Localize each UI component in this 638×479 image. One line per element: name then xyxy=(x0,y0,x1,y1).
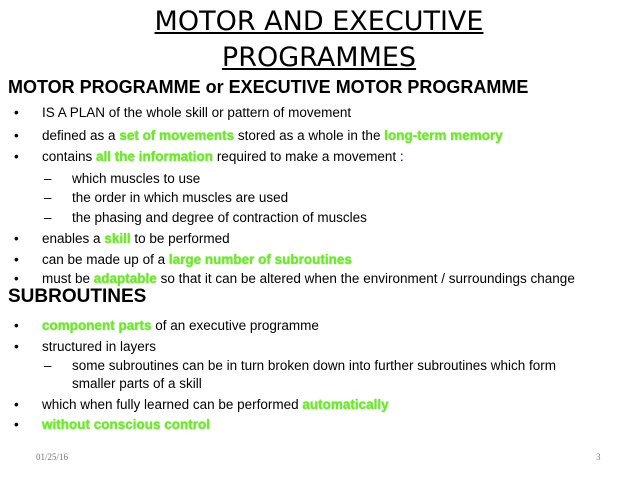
highlight-all-the-information: all the information xyxy=(96,149,214,164)
highlight-long-term-memory: long-term memory xyxy=(384,128,503,143)
bullet-marker: • xyxy=(14,149,19,164)
bullet-plan: IS A PLAN of the whole skill or pattern of movement xyxy=(42,105,352,120)
slide-title-line-2: PROGRAMMES xyxy=(221,42,417,73)
highlight-adaptable: adaptable xyxy=(93,271,157,286)
sub-item-phasing: the phasing and degree of contraction of muscles xyxy=(72,210,367,225)
dash-marker: – xyxy=(44,358,52,373)
dash-marker: – xyxy=(44,171,52,186)
bullet-enables-text-a: enables a xyxy=(42,231,105,246)
sub-item-muscles: which muscles to use xyxy=(72,171,201,186)
bullet-marker: • xyxy=(14,231,19,246)
bullet-adaptable xyxy=(42,270,575,287)
highlight-skill: skill xyxy=(104,231,131,246)
bullet-marker: • xyxy=(14,339,19,354)
bullet-contains-text-b: required to make a movement : xyxy=(213,149,404,164)
subroutines-heading: SUBROUTINES xyxy=(8,286,147,307)
bullet-adaptable-text-b: so that it can be altered when the environment / surroundings change xyxy=(156,271,575,286)
sub-item-further-subroutines: some subroutines can be in turn broken down into further subroutines which form xyxy=(72,358,557,373)
bullet-marker: • xyxy=(14,271,19,286)
highlight-automatically: automatically xyxy=(302,397,389,412)
slide-title-line-1: MOTOR AND EXECUTIVE xyxy=(154,6,484,37)
highlight-large-number-of-subroutines: large number of subroutines xyxy=(168,252,352,267)
bullet-contains xyxy=(42,148,404,165)
bullet-component-parts-text: of an executive programme xyxy=(151,318,319,333)
bullet-defined xyxy=(42,127,503,144)
bullet-marker: • xyxy=(14,417,19,432)
dash-marker: – xyxy=(44,210,52,225)
bullet-contains-text-a: contains xyxy=(42,149,97,164)
bullet-defined-text-a: defined as a xyxy=(42,128,120,143)
bullet-marker: • xyxy=(14,397,19,412)
bullet-component-parts xyxy=(42,317,319,334)
bullet-made-up xyxy=(42,251,352,268)
sub-item-further-subroutines-cont: smaller parts of a skill xyxy=(72,376,202,391)
footer-page-number: 3 xyxy=(596,452,601,462)
bullet-without-conscious-control xyxy=(42,416,210,433)
sub-item-order: the order in which muscles are used xyxy=(72,190,289,205)
footer-date: 01/25/16 xyxy=(36,452,69,462)
bullet-layers: structured in layers xyxy=(42,339,157,354)
bullet-adaptable-text-a: must be xyxy=(42,271,94,286)
bullet-marker: • xyxy=(14,318,19,333)
bullet-enables-text-b: to be performed xyxy=(130,231,230,246)
bullet-marker: • xyxy=(14,128,19,143)
bullet-made-up-text-a: can be made up of a xyxy=(42,252,169,267)
bullet-marker: • xyxy=(14,105,19,120)
highlight-without-conscious-control: without conscious control xyxy=(42,417,210,432)
bullet-marker: • xyxy=(14,252,19,267)
bullet-enables xyxy=(42,230,230,247)
bullet-automatically-text: which when fully learned can be performed xyxy=(42,397,303,412)
bullet-automatically xyxy=(42,396,389,413)
dash-marker: – xyxy=(44,190,52,205)
highlight-component-parts: component parts xyxy=(42,318,152,333)
bullet-defined-text-b: stored as a whole in the xyxy=(234,128,385,143)
motor-programme-heading: MOTOR PROGRAMME or EXECUTIVE MOTOR PROGRAMME xyxy=(8,77,529,97)
highlight-set-of-movements: set of movements xyxy=(119,128,235,143)
slide-title xyxy=(0,4,638,76)
